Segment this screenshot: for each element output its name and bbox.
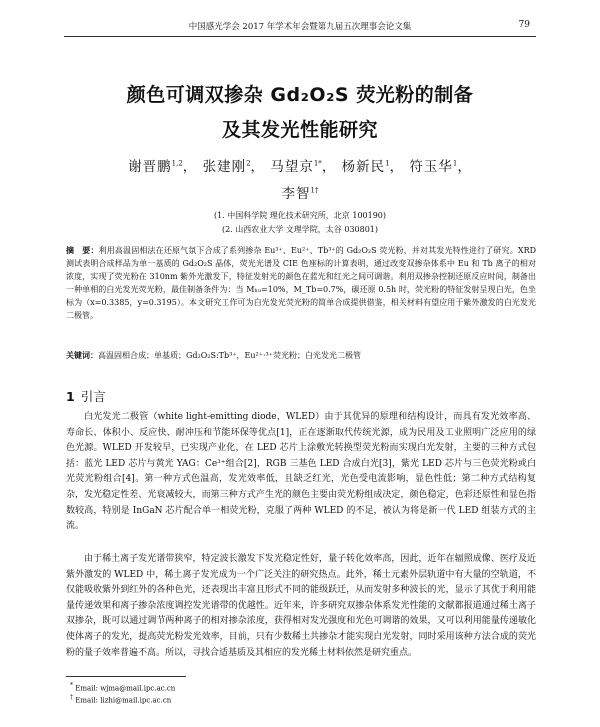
author-affiliation-mark: 2 <box>246 159 251 168</box>
section-title: 引言 <box>80 389 106 404</box>
footnote-email-1 <box>70 682 175 692</box>
page-number: 79 <box>518 20 530 30</box>
author-name: 杨新民 <box>341 159 386 175</box>
author-name: 符玉华 <box>409 159 453 175</box>
section-number: 1 <box>66 389 75 404</box>
paper-title-line1: 颜色可调双掺杂 Gd₂O₂S 荧光粉的制备 <box>126 84 474 106</box>
keywords <box>66 349 536 362</box>
author-affiliation-mark: 1 <box>452 159 458 168</box>
author-affiliation-mark: 1,2 <box>171 159 183 168</box>
affiliation-2: (2. 山西农业大学 文理学院，太谷 030801) <box>221 225 379 234</box>
author-affiliation-mark: 1 <box>385 159 390 168</box>
author-list-line2 <box>0 182 600 202</box>
body-paragraph: 由于稀土离子发光谱带狭窄，特定波长激发下发光稳定性好，量子转化效率高，因此，近年在辐照成像、医疗及近紫外激发的 WLED 中，稀土离子发光成为一个广泛关注的研究热点。此外，稀土元素外层轨道中有大量的空轨道，不仅能吸收紫外到红外的各种色光，还表现出丰富且形式不同的能级跃迁，从而发射多种波长的光，显示了其优于利用能量传递效果和离子掺杂浓度调控发光谱带的优越性。近年来，许多研究双掺杂体系发光性能的文献都报道通过稀土离子双掺杂，既可以通过调节两种离子的相对掺杂浓度，获得相对发光强度和光色可调谐的效果，又可以利用能量传递敏化使体离子的发光，提高荧光粉发光效率，目前，只有少数稀土共掺杂才能实现白光发射，同时采用该种方法合成的荧光粉的量子效率普遍不高。所以，寻找合适基质及其相应的发光稀土材料依然是研究重点。 <box>66 554 536 658</box>
footnote-divider <box>66 676 186 677</box>
body-paragraph: 白光发光二极管（white light-emitting diode，WLED）由于其优异的原理和结构设计，而具有发光效率高、寿命长、体积小、反应快、耐冲压和节能环保等优点[1]，正在逐渐取代传统光源，成为民用及工业照明广泛应用的绿色光源。WLED 开发较早，已实现产业化，在 LED 芯片上涂敷光转换型荧光粉而实现白光发射，主要的三种方式包括：蓝光 LED 芯片与黄光 YAG：Ce³⁺组合[2]，RGB 三基色 LED 合成白光[3]，紫光 LED 芯片与三色荧光粉或白光荧光粉组合[4]。第一种方式色温高，发光效率低，且缺乏红光，光色受电流影响，显色性低；第二种方式结构复杂，发光稳定性差、光衰减较大，而第三种方式产生光的颜色主要由荧光粉组成决定，颜色稳定，色彩还原性和显色指数较高，特别是 InGaN 芯片配合单一相荧光粉，克服了两种 WLED 的不足，被认为将是新一代 LED 组装方式的主流。 <box>66 412 536 532</box>
keywords-text: 高温固相合成；单基质；Gd₂O₂S:Tb³⁺，Eu²⁺·³⁺荧光粉；白光发光二极管 <box>98 351 361 360</box>
author-name: 马望京 <box>270 159 314 175</box>
footnote-mark: † <box>70 694 73 701</box>
author-name: 李智 <box>281 186 311 202</box>
footnote-email-2 <box>70 694 171 704</box>
author-affiliation-mark: 1* <box>313 159 322 168</box>
author-affiliation-mark: 1† <box>310 186 319 195</box>
paper-title-line2: 及其发光性能研究 <box>221 119 378 141</box>
footnote-text: Email: lizhi@mail.ipc.ac.cn <box>75 696 172 705</box>
author-list: 谢晋鹏$^{1,2}$， 张建刚$^2$， 马望京$^{1*}$， 杨新民$^1$， 符玉华$^1$， <box>128 159 472 175</box>
running-title: 中国感光学会 2017 年学术年会暨第九届五次理事会论文集 <box>188 22 412 32</box>
footnote-mark: * <box>70 682 73 689</box>
running-header <box>0 20 600 34</box>
abstract-text: 利用高温固相法在还原气氛下合成了系列掺杂 Eu³⁺、Eu²⁺、Tb³⁺的 Gd₂O₂S 荧光粉，并对其发光特性进行了研究。XRD 测试表明合成样品为单一基质的 Gd₂O₂S 晶体，荧光光谱及 CIE 色座标的计算表明，通过改变双掺杂体系中 Eu 和 Tb 离子的相对浓度，实现了荧光粉在 310nm 紫外光激发下，特征发射光的颜色在蓝光和红光之间可调谐。利用双掺杂控制还原反应时间，制备出一种单相的白光发光荧光粉，最佳制备条件为：当 Mₕᵤ=10%，M_Tb=0.7%，碳还原 0.5h 时，荧光粉的特征发射呈现白光，色坐标为（x=0.3385，y=0.3195）。本文研究工作可为白光发光荧光粉的简单合成提供借鉴，相关材料有望应用于紫外激发的白光发光二极管。 <box>66 246 537 320</box>
footnote-text: Email: wjma@mail.ipc.ac.cn <box>75 684 176 693</box>
section-heading <box>66 387 106 405</box>
abstract-label: 摘 要： <box>66 246 99 255</box>
author-name: 张建刚 <box>202 159 247 175</box>
affiliation-1: (1. 中国科学院 理化技术研究所，北京 100190) <box>213 211 387 220</box>
keywords-label: 关键词： <box>66 351 98 360</box>
header-divider <box>64 36 536 37</box>
author-name: 谢晋鹏 <box>128 159 172 175</box>
abstract <box>66 244 536 322</box>
